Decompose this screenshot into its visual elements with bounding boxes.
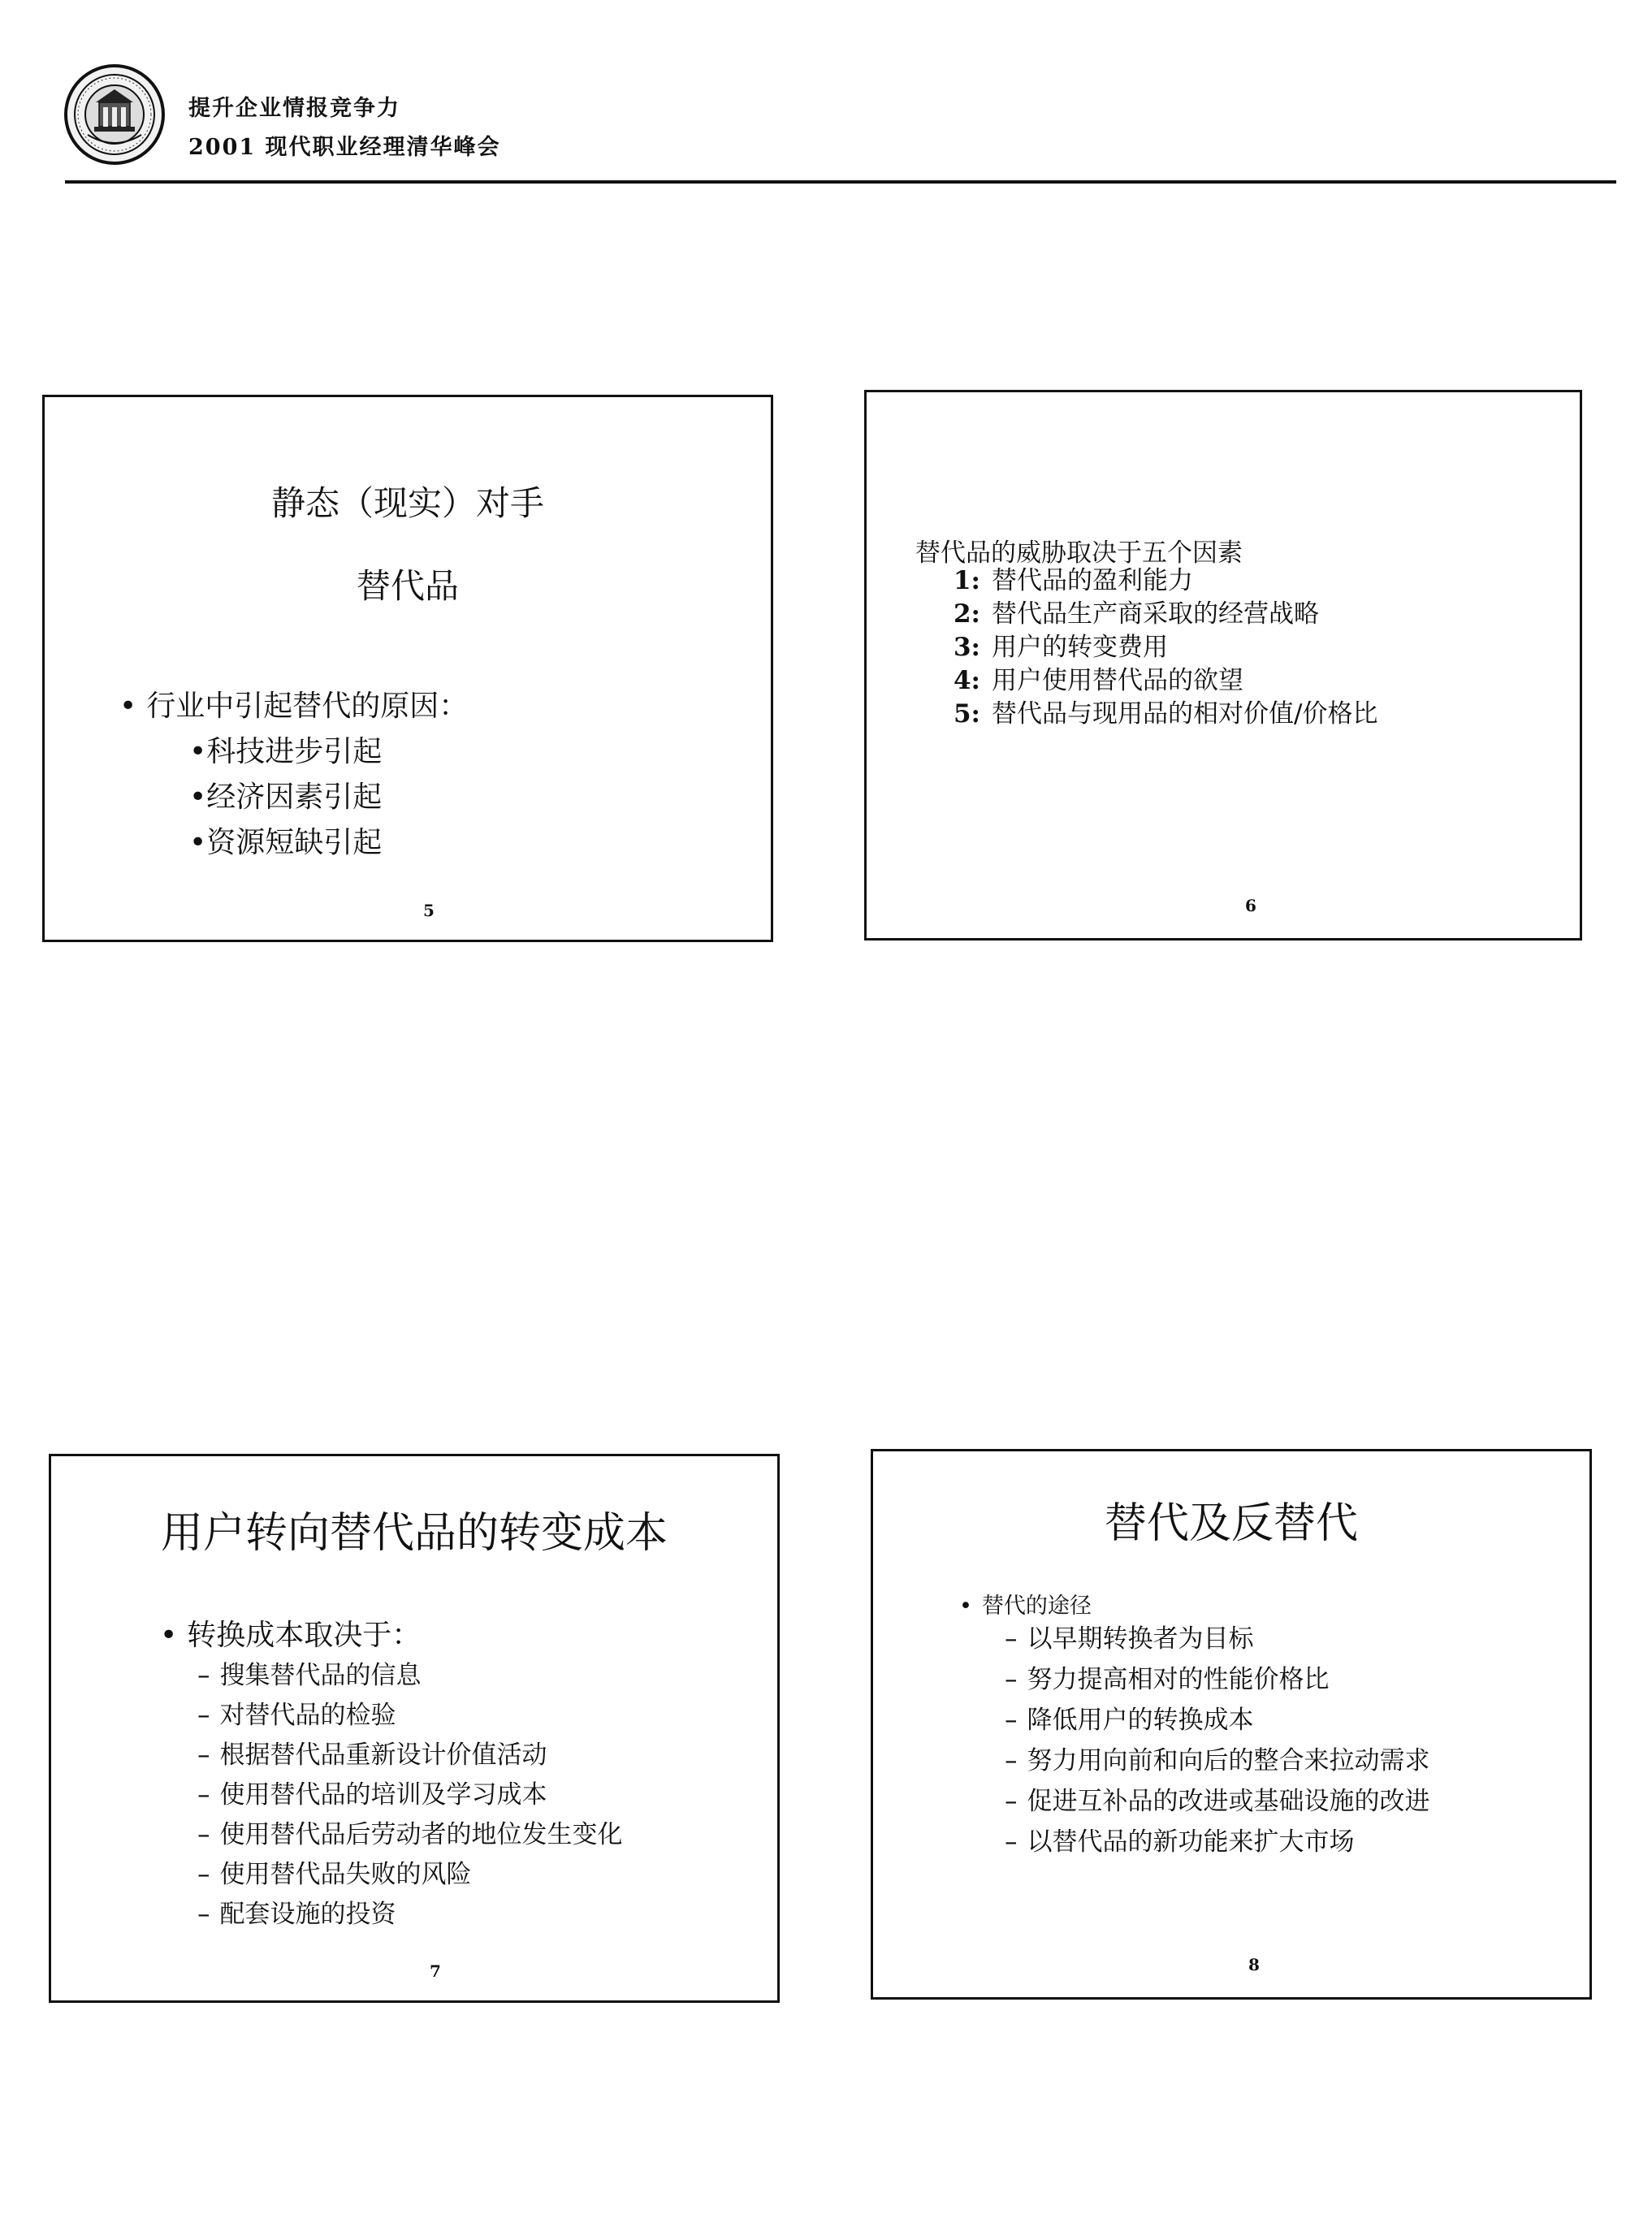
dash-icon: – (197, 1741, 210, 1770)
list-item (1005, 1822, 1430, 1862)
list-item (948, 631, 1377, 664)
slide-8-bullet (959, 1588, 1092, 1619)
dash-icon: – (197, 1860, 210, 1889)
bullet-icon: • (160, 1619, 178, 1652)
page-number: 7 (430, 1961, 441, 1981)
dash-icon: – (197, 1701, 210, 1730)
slide-7-bullet-text: 转换成本取决于： (187, 1619, 422, 1652)
item-text: 替代品与现用品的相对价值/价格比 (992, 699, 1378, 729)
list-item (197, 1815, 623, 1855)
page-number: 5 (423, 901, 435, 920)
item-text: 使用替代品失败的风险 (219, 1860, 472, 1889)
item-text: 努力用向前和向后的整合来拉动需求 (1027, 1746, 1430, 1775)
dash-icon: – (1005, 1665, 1018, 1694)
dash-icon: – (1005, 1746, 1018, 1775)
slide-8 (871, 1449, 1592, 2000)
list-item (948, 698, 1377, 731)
slide-5 (42, 395, 773, 942)
dash-icon: – (1005, 1827, 1018, 1857)
page-number: 6 (1245, 896, 1256, 915)
slide-8-title: 替代及反替代 (1104, 1499, 1358, 1548)
item-number: 1: (953, 566, 980, 595)
factor-list (948, 564, 1377, 731)
list-item (1005, 1619, 1430, 1659)
item-text: 降低用户的转换成本 (1027, 1706, 1254, 1735)
cost-list (197, 1656, 623, 1935)
list-item (1005, 1659, 1430, 1700)
item-text: 努力提高相对的性能价格比 (1027, 1665, 1330, 1694)
dash-icon: – (1005, 1624, 1018, 1654)
slide-7 (49, 1454, 780, 2003)
item-text: 搜集替代品的信息 (219, 1661, 422, 1690)
list-item: •科技进步引起 (189, 735, 383, 768)
list-item (948, 664, 1377, 698)
list-item (948, 598, 1377, 631)
dash-icon: – (197, 1780, 210, 1810)
page-header (0, 0, 1652, 195)
item-text: 替代品的盈利能力 (992, 566, 1193, 595)
item-text: 以早期转换者为目标 (1027, 1624, 1254, 1654)
dash-icon: – (197, 1820, 210, 1849)
slide-5-subtitle: 替代品 (356, 566, 459, 606)
item-text: 以替代品的新功能来扩大市场 (1027, 1827, 1355, 1857)
slide-5-title: 静态（现实）对手 (270, 483, 544, 523)
list-item (197, 1775, 623, 1815)
header-line-1: 提升企业情报竞争力 (188, 96, 400, 121)
item-text: 促进互补品的改进或基础设施的改进 (1027, 1787, 1430, 1816)
item-text: 使用替代品的培训及学习成本 (219, 1780, 547, 1810)
slide-5-bullet-text: 行业中引起替代的原因： (146, 690, 469, 723)
header-divider (65, 180, 1616, 184)
page-number: 8 (1248, 1955, 1260, 1974)
list-item (197, 1895, 623, 1935)
item-text: 根据替代品重新设计价值活动 (219, 1741, 547, 1770)
slide-8-bullet-text: 替代的途径 (981, 1594, 1092, 1619)
item-number: 4: (953, 666, 980, 695)
item-number: 3: (953, 633, 980, 662)
header-line-2: 2001 现代职业经理清华峰会 (188, 135, 501, 160)
header-text (188, 89, 501, 167)
list-item (197, 1736, 623, 1775)
list-item (1005, 1700, 1430, 1741)
list-item (948, 564, 1377, 598)
dash-icon: – (1005, 1787, 1018, 1816)
item-text: 对替代品的检验 (219, 1701, 396, 1730)
university-seal-icon (63, 63, 166, 166)
list-item (1005, 1741, 1430, 1781)
bullet-icon: • (959, 1594, 972, 1619)
list-item (197, 1855, 623, 1895)
item-text: 替代品生产商采取的经营战略 (992, 599, 1319, 629)
item-text: 使用替代品后劳动者的地位发生变化 (219, 1820, 623, 1849)
item-text: 用户的转变费用 (992, 633, 1168, 662)
slide-7-title: 用户转向替代品的转变成本 (160, 1509, 668, 1558)
dash-icon: – (197, 1900, 210, 1929)
item-number: 5: (953, 699, 980, 729)
list-item (197, 1656, 623, 1696)
bullet-icon: • (119, 690, 137, 723)
approach-list (1005, 1619, 1430, 1862)
list-item: •资源短缺引起 (189, 826, 383, 859)
list-item (1005, 1781, 1430, 1822)
slide-5-bullet (119, 683, 468, 724)
item-number: 2: (953, 599, 980, 629)
slide-6 (864, 390, 1582, 941)
item-text: 用户使用替代品的欲望 (992, 666, 1243, 695)
slide-7-bullet (160, 1612, 421, 1654)
item-text: 配套设施的投资 (219, 1900, 396, 1929)
dash-icon: – (1005, 1706, 1018, 1735)
list-item: •经济因素引起 (189, 781, 383, 814)
dash-icon: – (197, 1661, 210, 1690)
list-item (197, 1696, 623, 1736)
slide-6-intro: 替代品的威胁取决于五个因素 (915, 538, 1243, 568)
